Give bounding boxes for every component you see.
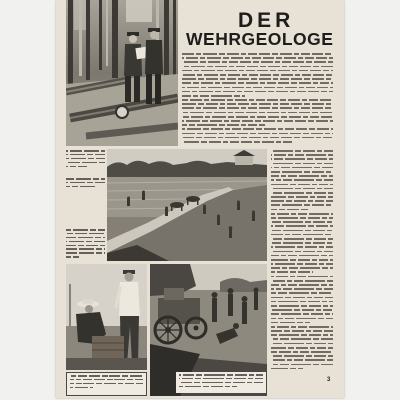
text-line (271, 280, 333, 282)
text-line (66, 241, 105, 243)
text-line (66, 178, 105, 180)
body-text-right-column (271, 150, 333, 372)
text-line (182, 61, 333, 63)
text-line (271, 334, 333, 336)
text-line (70, 379, 143, 381)
caption-bottom-left-text (70, 375, 143, 388)
text-line (271, 355, 333, 357)
text-line (182, 137, 333, 139)
text-line (66, 229, 105, 231)
text-line (271, 209, 308, 211)
text-line (182, 78, 333, 80)
body-text-intro (182, 53, 333, 145)
text-line (271, 322, 310, 324)
text-line (271, 359, 333, 361)
photo-geologists-in-forest (66, 0, 178, 146)
text-line (70, 375, 143, 377)
text-line (182, 120, 333, 122)
text-line (182, 74, 333, 76)
text-line (271, 318, 333, 320)
text-line (271, 263, 333, 265)
text-line (271, 255, 333, 257)
text-line (271, 171, 333, 173)
text-line (271, 343, 333, 345)
text-line (182, 133, 333, 135)
text-line (271, 288, 333, 290)
text-line (182, 116, 333, 118)
text-line (182, 112, 333, 114)
text-line (271, 246, 333, 248)
text-line (271, 234, 333, 236)
text-line (271, 238, 333, 240)
caption-bottom-middle (176, 372, 266, 393)
text-line (182, 91, 333, 93)
text-line (271, 163, 333, 165)
text-line (271, 230, 333, 232)
caption-bottom-left (66, 372, 147, 396)
text-line (271, 204, 333, 206)
text-line (271, 175, 333, 177)
text-line (66, 150, 105, 152)
text-line (179, 382, 263, 384)
text-line (66, 182, 105, 184)
text-line (271, 297, 333, 299)
text-line (182, 128, 333, 130)
text-line (271, 276, 333, 278)
text-line (182, 124, 265, 126)
text-line (182, 141, 292, 143)
text-line (66, 252, 105, 254)
caption-bottom-middle-text (179, 374, 263, 387)
title-line-wehrgeologe: WEHRGEOLOGE (186, 29, 334, 49)
text-line (66, 186, 95, 188)
text-line (271, 200, 333, 202)
text-line (271, 242, 333, 244)
text-line (182, 66, 333, 68)
text-line (271, 259, 333, 261)
magazine-page (56, 0, 344, 398)
text-line (271, 347, 333, 349)
text-line (271, 305, 333, 307)
text-line (271, 167, 333, 169)
text-line (271, 309, 333, 311)
text-line (271, 179, 333, 181)
text-line (271, 154, 333, 156)
text-line (70, 383, 143, 385)
text-line (271, 225, 333, 227)
text-line (271, 271, 313, 273)
text-line (66, 237, 105, 239)
photo-field-works (107, 149, 267, 261)
text-line (182, 57, 333, 59)
text-line (271, 326, 333, 328)
text-line (182, 103, 333, 105)
text-line (271, 313, 333, 315)
text-line (66, 166, 87, 168)
text-line (271, 158, 333, 160)
caption-left-2 (66, 178, 105, 190)
text-line (66, 158, 105, 160)
text-line (182, 107, 333, 109)
caption-left-3 (66, 229, 105, 260)
text-line (182, 99, 333, 101)
text-line (66, 233, 105, 235)
text-line (182, 95, 245, 97)
text-line (182, 87, 333, 89)
text-line (179, 378, 263, 380)
photo-workers-with-crate (66, 264, 147, 370)
text-line (66, 154, 105, 156)
caption-left-1 (66, 150, 105, 169)
text-line (271, 192, 333, 194)
text-line (66, 256, 79, 258)
text-line (271, 330, 333, 332)
text-line (271, 338, 333, 340)
text-line (66, 162, 105, 164)
text-line (70, 387, 93, 389)
text-line (66, 245, 105, 247)
text-line (271, 217, 333, 219)
text-line (271, 213, 333, 215)
text-line (271, 351, 333, 353)
title-line-der: DER (238, 9, 295, 32)
text-line (179, 386, 237, 388)
text-line (271, 188, 333, 190)
text-line (271, 196, 333, 198)
text-line (271, 251, 333, 253)
text-line (271, 301, 333, 303)
text-line (182, 82, 333, 84)
text-line (271, 267, 333, 269)
text-line (182, 70, 333, 72)
text-line (271, 284, 333, 286)
text-line (66, 248, 105, 250)
page-number: 3 (327, 377, 331, 383)
text-line (271, 368, 303, 370)
text-line (271, 221, 333, 223)
text-line (271, 292, 333, 294)
text-line (182, 53, 333, 55)
text-line (271, 184, 333, 186)
text-line (271, 150, 333, 152)
text-line (271, 364, 333, 366)
text-line (179, 374, 263, 376)
